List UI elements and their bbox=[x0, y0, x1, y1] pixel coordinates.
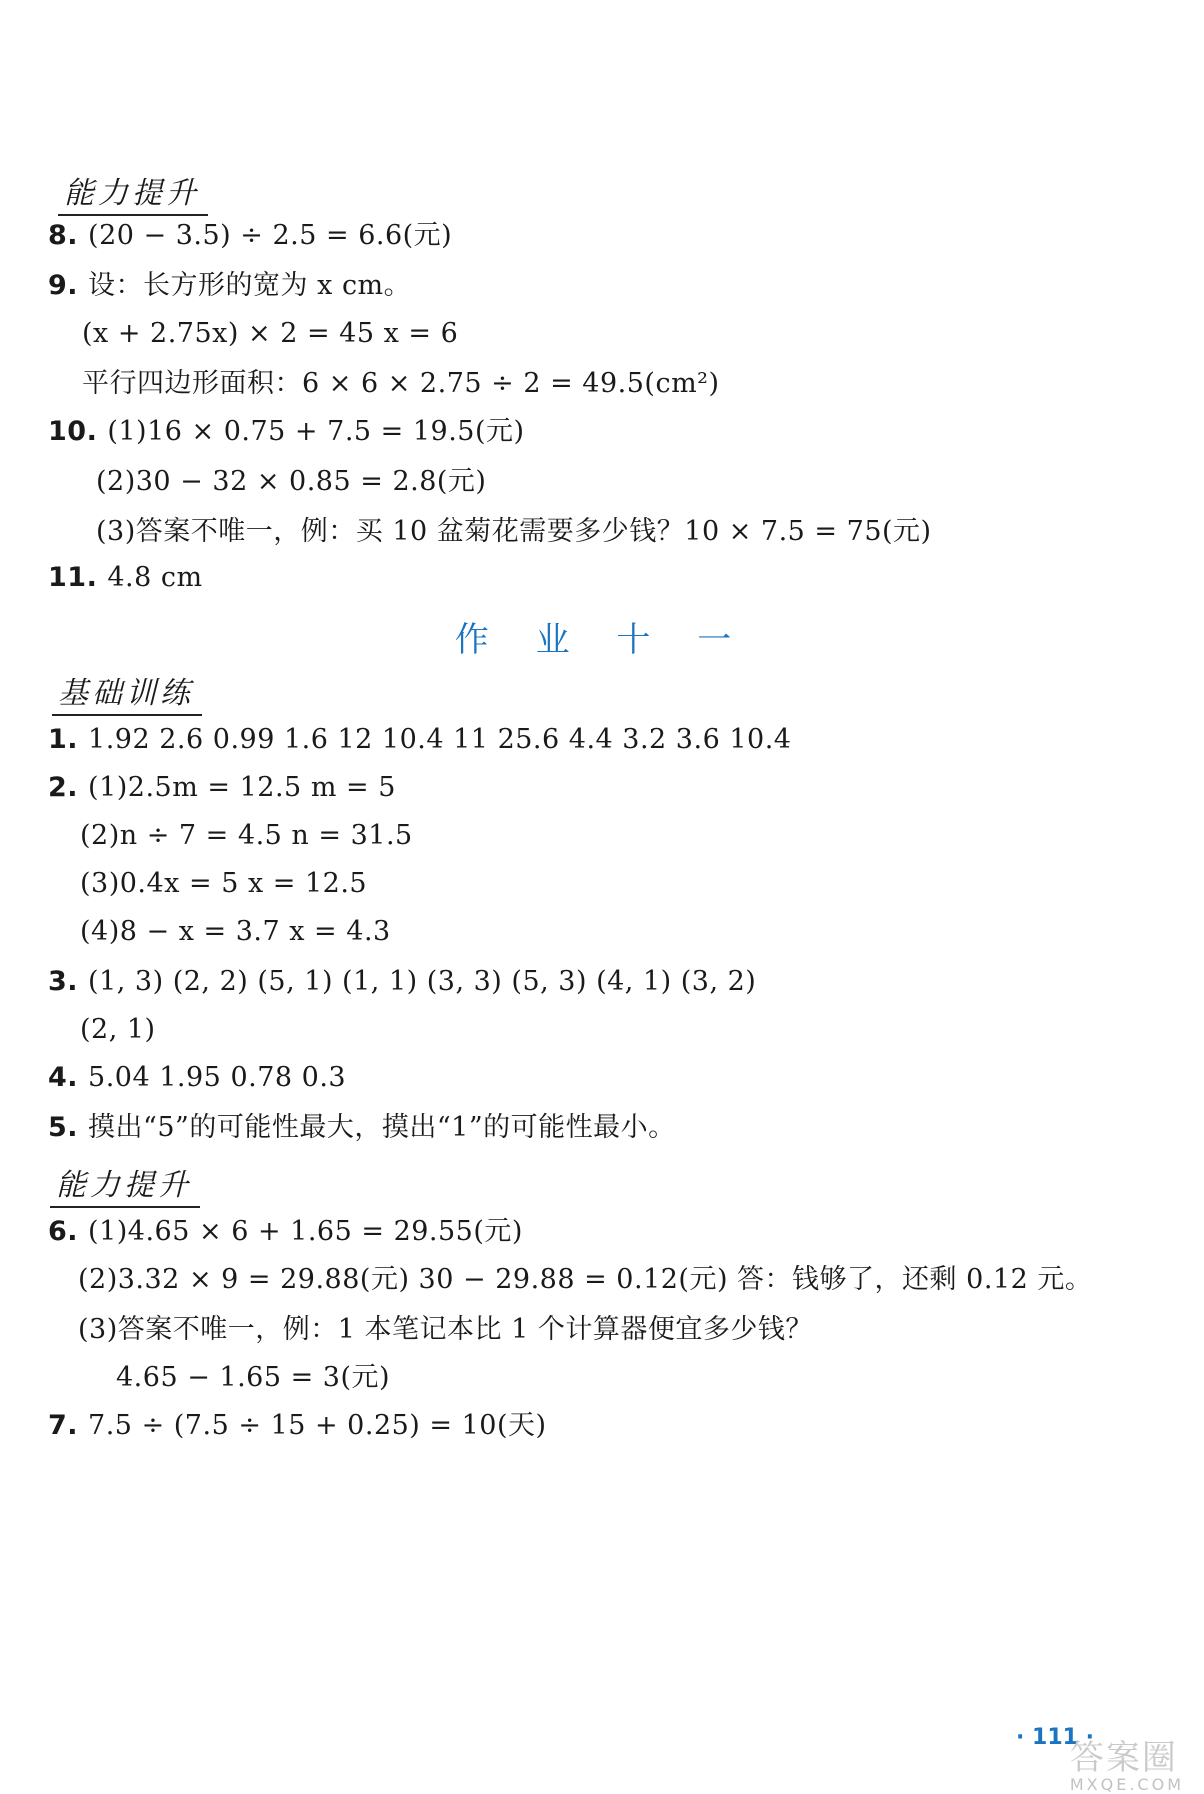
watermark-text: 答案圈 bbox=[1069, 1738, 1178, 1778]
homework-title: 作 业 十 一 bbox=[454, 620, 750, 660]
answer-line-a6-2: (2)3.32 × 9 = 29.88(元) 30 − 29.88 = 0.12(元) 答：钱够了，还剩 0.12 元。 bbox=[78, 1264, 1093, 1295]
answer-line-b5 bbox=[48, 1110, 676, 1146]
answer-text: (1, 3) (2, 2) (5, 1) (1, 1) (3, 3) (5, 3) (4, 1) (3, 2) bbox=[88, 966, 757, 997]
answer-line-a6-3: (3)答案不唯一，例：1 本笔记本比 1 个计算器便宜多少钱？ bbox=[78, 1314, 813, 1345]
item-number: 9. bbox=[48, 270, 79, 301]
item-number: 3. bbox=[48, 966, 79, 997]
item-number: 4. bbox=[48, 1062, 79, 1093]
item-number: 2. bbox=[48, 772, 79, 803]
answer-line-11 bbox=[48, 560, 203, 596]
answer-line-b2-2: (2)n ÷ 7 = 4.5 n = 31.5 bbox=[80, 820, 413, 851]
answer-line-b2-4: (4)8 − x = 3.7 x = 4.3 bbox=[80, 916, 391, 947]
answer-text: 摸出“5”的可能性最大，摸出“1”的可能性最小。 bbox=[88, 1112, 676, 1143]
answer-text: 设：长方形的宽为 x cm。 bbox=[88, 270, 412, 301]
item-number: 8. bbox=[48, 220, 79, 251]
answer-line-a6 bbox=[48, 1214, 523, 1250]
watermark-logo bbox=[1070, 1730, 1184, 1794]
section-heading-ability: 能力提升 bbox=[64, 168, 200, 212]
answer-line-b2-3: (3)0.4x = 5 x = 12.5 bbox=[80, 868, 368, 899]
item-number: 11. bbox=[48, 562, 98, 593]
answer-line-9-equation: (x + 2.75x) × 2 = 45 x = 6 bbox=[82, 318, 459, 349]
item-number: 6. bbox=[48, 1216, 79, 1247]
answer-line-b2 bbox=[48, 770, 396, 806]
answer-line-a7 bbox=[48, 1408, 547, 1444]
answer-line-8 bbox=[48, 218, 452, 254]
answer-line-9 bbox=[48, 268, 411, 304]
answer-text: 7.5 ÷ (7.5 ÷ 15 + 0.25) = 10(天) bbox=[88, 1410, 547, 1441]
item-number: 1. bbox=[48, 724, 79, 755]
answer-line-b1 bbox=[48, 722, 791, 758]
answer-text: 4.8 cm bbox=[107, 562, 203, 593]
section-heading-ability-2: 能力提升 bbox=[56, 1160, 192, 1204]
item-number: 10. bbox=[48, 416, 98, 447]
item-number: 7. bbox=[48, 1410, 79, 1441]
answer-text: (1)4.65 × 6 + 1.65 = 29.55(元) bbox=[88, 1216, 523, 1247]
answer-line-10-3: (3)答案不唯一，例：买 10 盆菊花需要多少钱？10 × 7.5 = 75(元) bbox=[96, 516, 932, 547]
answer-line-b3-cont: (2, 1) bbox=[80, 1014, 156, 1045]
answer-text: 5.04 1.95 0.78 0.3 bbox=[88, 1062, 347, 1093]
answer-line-b4 bbox=[48, 1060, 346, 1096]
answer-line-10 bbox=[48, 414, 525, 450]
page-number: · 111 · bbox=[1016, 1725, 1094, 1750]
answer-text: 1.92 2.6 0.99 1.6 12 10.4 11 25.6 4.4 3.2 3.6 10.4 bbox=[88, 724, 792, 755]
answer-text: (20 − 3.5) ÷ 2.5 = 6.6(元) bbox=[88, 220, 453, 251]
answer-line-b3 bbox=[48, 964, 756, 1000]
answer-text: (1)16 × 0.75 + 7.5 = 19.5(元) bbox=[107, 416, 525, 447]
answer-text: (1)2.5m = 12.5 m = 5 bbox=[88, 772, 396, 803]
answer-line-a6-4: 4.65 − 1.65 = 3(元) bbox=[116, 1362, 391, 1393]
watermark-url: MXQE.COM bbox=[1069, 1775, 1184, 1794]
section-heading-basic: 基础训练 bbox=[58, 668, 194, 712]
answer-line-9-area: 平行四边形面积：6 × 6 × 2.75 ÷ 2 = 49.5(cm²) bbox=[82, 368, 720, 399]
answer-line-10-2: (2)30 − 32 × 0.85 = 2.8(元) bbox=[96, 466, 487, 497]
item-number: 5. bbox=[48, 1112, 79, 1143]
